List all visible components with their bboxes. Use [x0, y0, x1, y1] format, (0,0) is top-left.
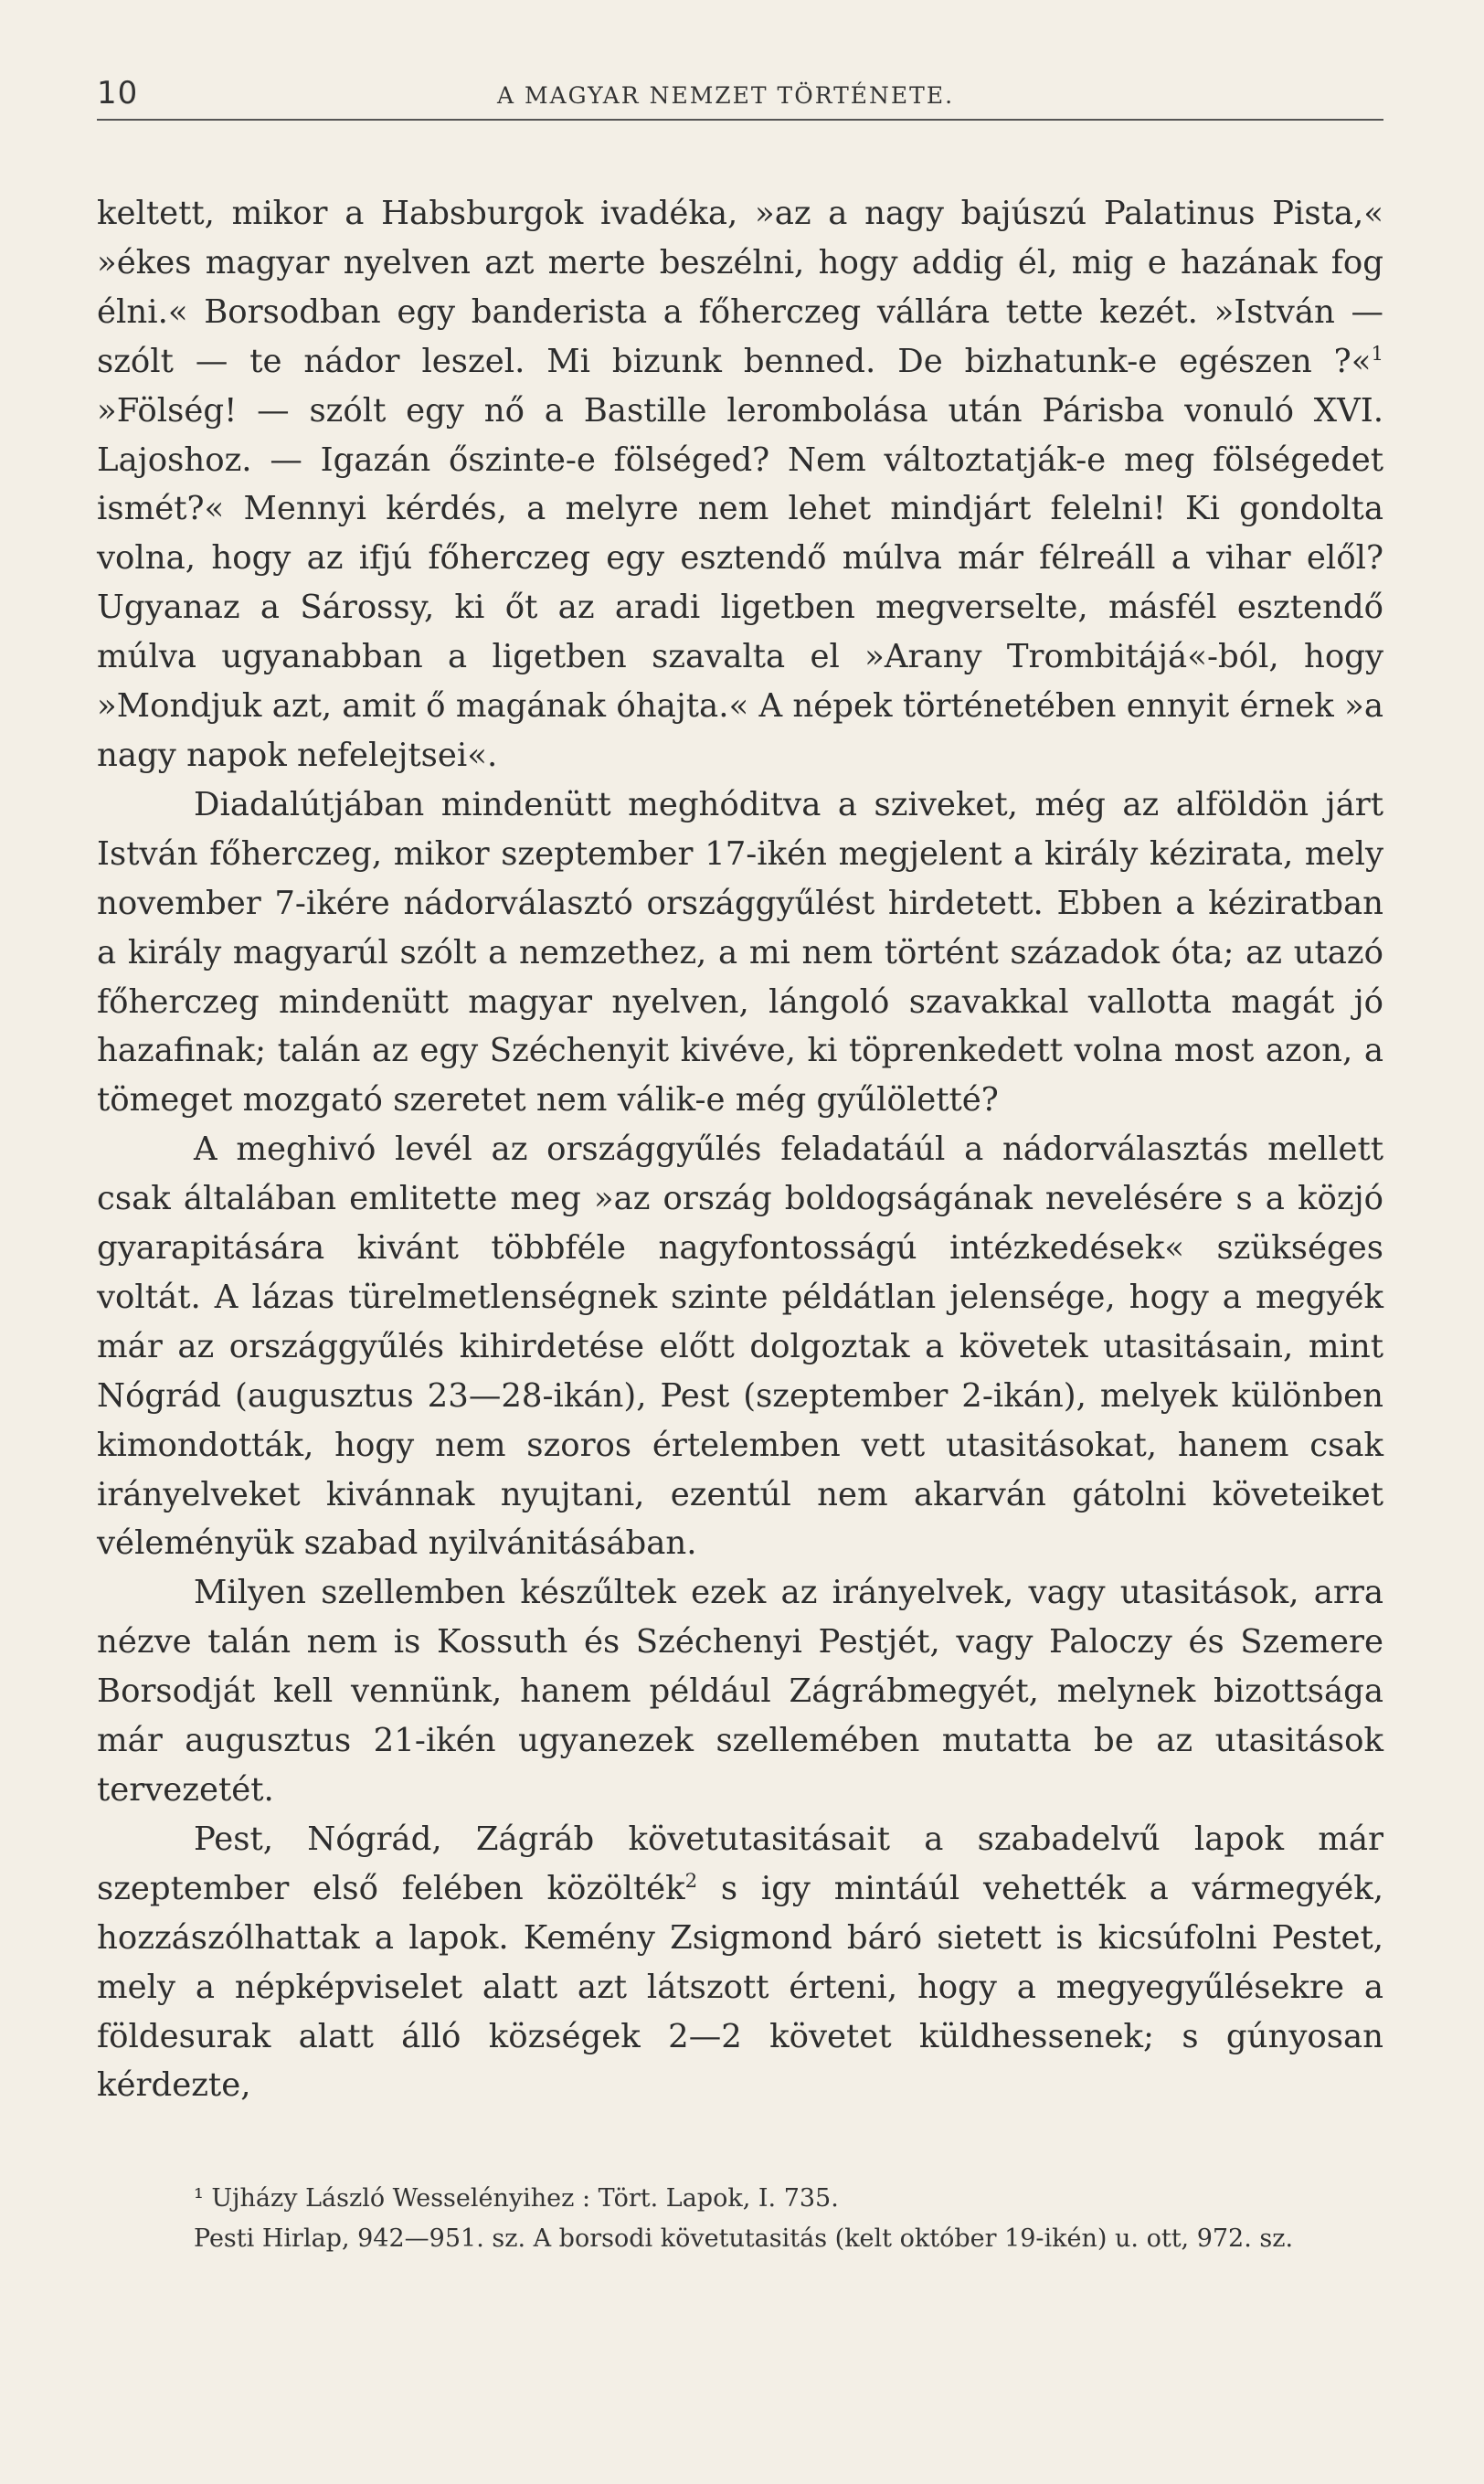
header-rule [97, 119, 1383, 121]
footnote-2: Pesti Hirlap, 942—951. sz. A borsodi követutasitás (kelt október 19-ikén) u. ott, 972. sz. [194, 2224, 1294, 2253]
paragraph-2: Diadalútjában mindenütt meghóditva a sziveket, még az alföldön járt István főherczeg, mikor szeptember 17-ikén megjelent a király kézirata, mely november 7-ikére nádorválasztó országgyűlést hirdetett. Ebben a kéziratban a király magyarúl szólt a nemzethez, a mi nem történt századok óta; az utazó főherczeg mindenütt magyar nyelven, lángoló szavakkal vallotta magát jó hazafinak; talán az egy Széchenyit kivéve, ki töprenkedett volna most azon, a tömeget mozgató szeretet nem válik-e még gyűlöletté? [97, 785, 1383, 1120]
footnote-1: ¹ Ujházy László Wesselényihez : Tört. Lapok, I. 735. [194, 2184, 839, 2213]
paragraph-1-tail: »Fölség! — szólt egy nő a Bastille lerombolása után Párisba vonuló XVI. Lajoshoz. — Igazán őszinte-e fölséged? Nem változtatják-e meg fölségedet ismét?« Mennyi kérdés, a melyre nem lehet mindjárt felelni! Ki gondolta volna, hogy az ifjú főherczeg egy esztendő múlva már félreáll a vihar elől? Ugyanaz a Sárossy, ki őt az aradi ligetben megverselte, másfél esztendő múlva ugyanabban a ligetben szavalta el »Arany Trombitájá«-ból, hogy »Mondjuk azt, amit ő magának óhajta.« A népek történetében ennyit érnek »a nagy napok nefelejtsei«. [97, 391, 1383, 774]
paragraph-1 [97, 189, 1383, 780]
running-title: A MAGYAR NEMZET TÖRTÉNETE. [497, 82, 955, 109]
body-text [97, 189, 1383, 2110]
paragraph-5-tail: s igy mintáúl vehették a vármegyék, hozzászólhattak a lapok. Kemény Zsigmond báró sietett is kicsúfolni Pestet, mely a népképviselet alatt azt látszott érteni, hogy a megyegyűlésekre a földesurak alatt álló községek 2—2 követet küldhessenek; s gúnyosan kérdezte, [97, 1869, 1383, 2105]
paragraph-4: Milyen szellemben készűltek ezek az irányelvek, vagy utasitások, arra nézve talán nem is Kossuth és Széchenyi Pestjét, vagy Paloczy és Szemere Borsodját kell vennünk, hanem például Zágrábmegyét, melynek bizottsága már augusztus 21-ikén ugyanezek szellemében mutatta be az utasitások tervezetét. [97, 1574, 1383, 1809]
page-number: 10 [97, 75, 139, 111]
footnotes [97, 2179, 1383, 2259]
paragraph-5 [97, 1815, 1383, 2110]
footnote-ref-2: 2 [684, 1869, 698, 1893]
paragraph-5-text: Pest, Nógrád, Zágráb követutasitásait a szabadelvű lapok már szeptember első felében közölték [97, 1820, 1383, 1907]
paragraph-3: A meghivó levél az országgyűlés feladatáúl a nádorválasztás mellett csak általában emlitette meg »az ország boldogságának nevelésére s a közjó gyarapitására kivánt többféle nagyfontosságú intézkedések« szükséges voltát. A lázas türelmetlenségnek szinte példátlan jelensége, hogy a megyék már az országgyűlés kihirdetése előtt dolgoztak a követek utasitásain, mint Nógrád (augusztus 23—28-ikán), Pest (szeptember 2-ikán), melyek különben kimondották, hogy nem szoros értelemben vett utasitásokat, hanem csak irányelveket kivánnak nyujtani, ezentúl nem akarván gátolni követeiket véleményük szabad nyilvánitásában. [97, 1131, 1383, 1563]
footnote-ref-1: 1 [1371, 342, 1383, 366]
paragraph-1-text: keltett, mikor a Habsburgok ivadéka, »az a nagy bajúszú Palatinus Pista,« »ékes magyar nyelven azt merte beszélni, hogy addig él, mig e hazának fog élni.« Borsodban egy banderista a főherczeg vállára tette kezét. »István — szólt — te nádor leszel. Mi bizunk benned. De bizhatunk-e egészen ?« [97, 195, 1383, 380]
page-header [97, 75, 1383, 121]
